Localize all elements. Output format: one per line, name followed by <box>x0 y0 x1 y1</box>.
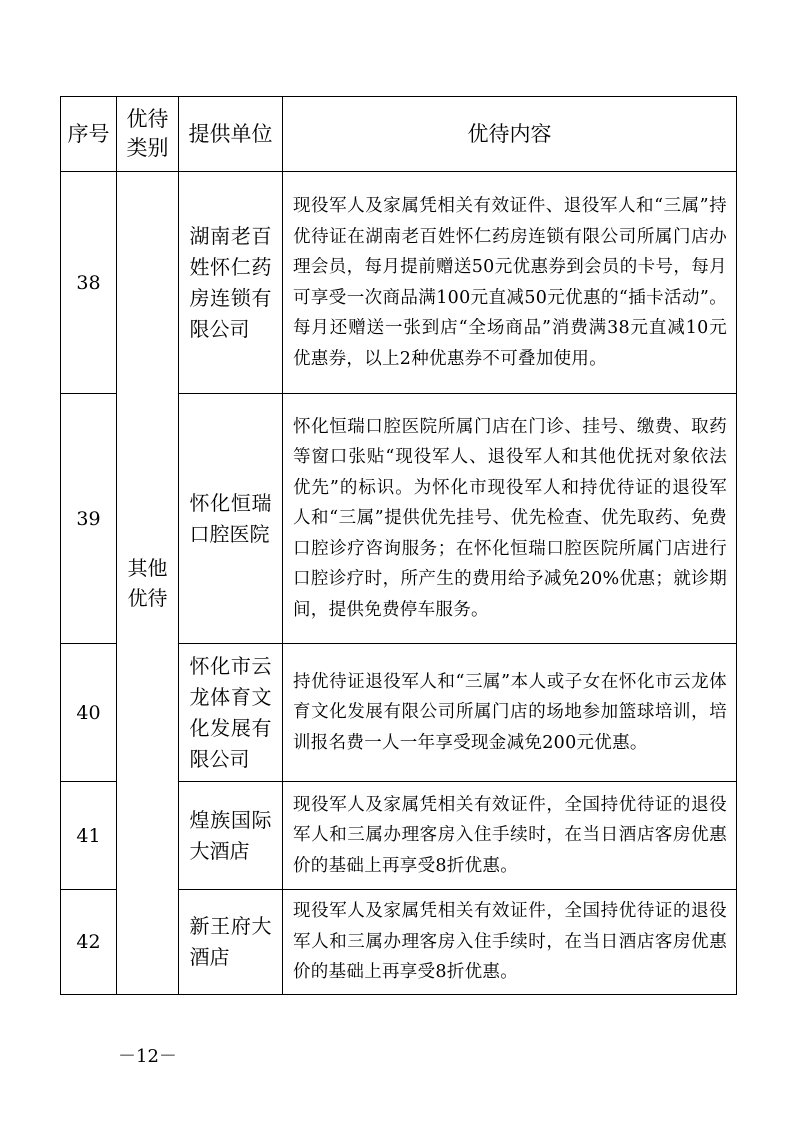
header-content: 优待内容 <box>283 97 737 172</box>
header-category: 优待类别 <box>117 97 179 172</box>
category-cell: 其他优待 <box>117 172 179 995</box>
row-content: 持优待证退役军人和“三属”本人或子女在怀化市云龙体育文化发展有限公司所属门店的场地参加篮球培训，培训报名费一人一年享受现金减免200元优惠。 <box>283 644 737 782</box>
row-seq: 39 <box>61 394 117 644</box>
row-provider: 怀化恒瑞口腔医院 <box>179 394 283 644</box>
row-provider: 新王府大酒店 <box>179 890 283 995</box>
row-content: 现役军人及家属凭相关有效证件，全国持优待证的退役军人和三属办理客房入住手续时，在当日酒店客房优惠价的基础上再享受8折优惠。 <box>283 890 737 995</box>
benefits-table <box>60 96 737 995</box>
row-content: 现役军人及家属凭相关有效证件，全国持优待证的退役军人和三属办理客房入住手续时，在当日酒店客房优惠价的基础上再享受8折优惠。 <box>283 782 737 890</box>
table-row <box>61 172 737 394</box>
table-header-row <box>61 97 737 172</box>
row-seq: 41 <box>61 782 117 890</box>
row-content: 现役军人及家属凭相关有效证件、退役军人和“三属”持优待证在湖南老百姓怀仁药房连锁有限公司所属门店办理会员，每月提前赠送50元优惠券到会员的卡号，每月可享受一次商品满100元直减50元优惠的“插卡活动”。每月还赠送一张到店“全场商品”消费满38元直减10元优惠券，以上2种优惠券不可叠加使用。 <box>283 172 737 394</box>
header-provider: 提供单位 <box>179 97 283 172</box>
benefits-table-container <box>60 96 736 995</box>
page-number: －12－ <box>118 1046 177 1067</box>
row-provider: 煌族国际大酒店 <box>179 782 283 890</box>
row-seq: 42 <box>61 890 117 995</box>
header-seq: 序号 <box>61 97 117 172</box>
row-provider: 怀化市云龙体育文化发展有限公司 <box>179 644 283 782</box>
row-seq: 38 <box>61 172 117 394</box>
row-provider: 湖南老百姓怀仁药房连锁有限公司 <box>179 172 283 394</box>
row-content: 怀化恒瑞口腔医院所属门店在门诊、挂号、缴费、取药等窗口张贴“现役军人、退役军人和其他优抚对象依法优先”的标识。为怀化市现役军人和持优待证的退役军人和“三属”提供优先挂号、优先检查、优先取药、免费口腔诊疗咨询服务；在怀化恒瑞口腔医院所属门店进行口腔诊疗时，所产生的费用给予减免20%优惠；就诊期间，提供免费停车服务。 <box>283 394 737 644</box>
row-seq: 40 <box>61 644 117 782</box>
